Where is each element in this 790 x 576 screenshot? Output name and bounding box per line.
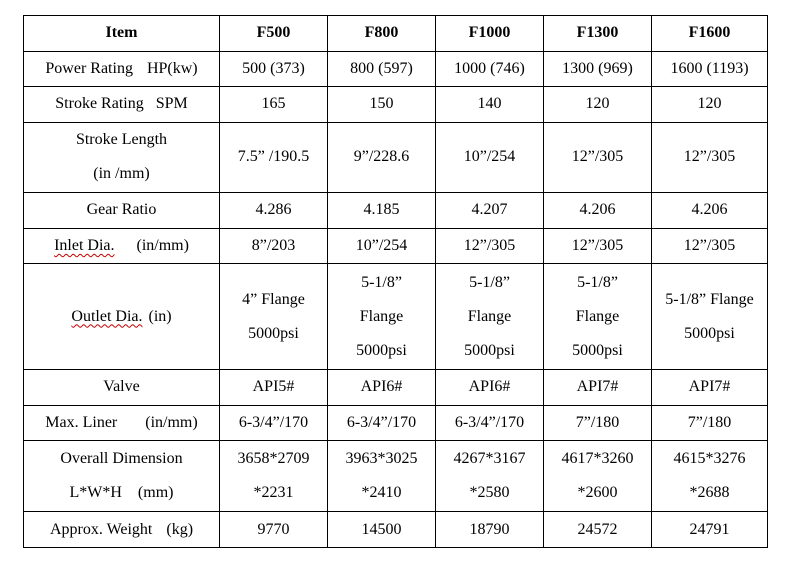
table-cell: 7.5” /190.5 [220,122,328,192]
table-row [24,441,768,512]
row-label: Power Rating HP(kw) [24,51,220,87]
header-model-f1300: F1300 [544,16,652,52]
table-row [24,192,768,228]
table-cell: API7# [544,369,652,405]
table-cell: 5-1/8” Flange 5000psi [328,264,436,370]
table-cell: 10”/254 [436,122,544,192]
table-cell: 6-3/4”/170 [436,405,544,441]
table-cell: 6-3/4”/170 [328,405,436,441]
table-cell: 4615*3276 *2688 [652,441,768,512]
table-cell: 3658*2709 *2231 [220,441,328,512]
table-cell: 800 (597) [328,51,436,87]
header-item: Item [24,16,220,52]
table-cell: 8”/203 [220,228,328,264]
row-label: Approx. Weight (kg) [24,512,220,548]
table-row [24,369,768,405]
row-label: Overall Dimension L*W*H (mm) [24,441,220,512]
table-cell: 4.206 [652,192,768,228]
table-row [24,228,768,264]
table-cell: 4.207 [436,192,544,228]
table-cell: 12”/305 [652,122,768,192]
table-cell: 14500 [328,512,436,548]
row-label: Max. Liner (in/mm) [24,405,220,441]
table-cell: 10”/254 [328,228,436,264]
table-cell: 12”/305 [436,228,544,264]
table-cell: 120 [544,87,652,123]
header-model-f500: F500 [220,16,328,52]
table-cell: 3963*3025 *2410 [328,441,436,512]
header-model-f800: F800 [328,16,436,52]
table-header-row [24,16,768,52]
table-cell: 7”/180 [544,405,652,441]
table-cell: 1000 (746) [436,51,544,87]
table-cell: 24791 [652,512,768,548]
table-cell: API6# [328,369,436,405]
table-cell: 9”/228.6 [328,122,436,192]
table-cell: 1300 (969) [544,51,652,87]
table-cell: 4.286 [220,192,328,228]
table-cell: 9770 [220,512,328,548]
table-cell: 4.206 [544,192,652,228]
header-model-f1000: F1000 [436,16,544,52]
header-model-f1600: F1600 [652,16,768,52]
row-label: Stroke Length (in /mm) [24,122,220,192]
table-cell: 18790 [436,512,544,548]
table-cell: 4617*3260 *2600 [544,441,652,512]
table-cell: 5-1/8” Flange 5000psi [652,264,768,370]
pump-spec-table [23,15,768,548]
table-cell: 4267*3167 *2580 [436,441,544,512]
table-cell: 12”/305 [544,122,652,192]
table-cell: 7”/180 [652,405,768,441]
table-row [24,51,768,87]
table-cell: 5-1/8” Flange 5000psi [436,264,544,370]
row-label: Valve [24,369,220,405]
row-label: Outlet Dia. (in) [24,264,220,370]
table-cell: 150 [328,87,436,123]
table-cell: 4.185 [328,192,436,228]
table-cell: API7# [652,369,768,405]
table-row [24,405,768,441]
table-row [24,87,768,123]
table-cell: 140 [436,87,544,123]
row-label: Gear Ratio [24,192,220,228]
table-cell: 6-3/4”/170 [220,405,328,441]
table-cell: 24572 [544,512,652,548]
table-cell: 500 (373) [220,51,328,87]
table-cell: 12”/305 [652,228,768,264]
table-cell: 5-1/8” Flange 5000psi [544,264,652,370]
row-label: Stroke Rating SPM [24,87,220,123]
table-row [24,122,768,192]
row-label: Inlet Dia. (in/mm) [24,228,220,264]
table-row [24,512,768,548]
table-cell: 4” Flange 5000psi [220,264,328,370]
table-cell: 12”/305 [544,228,652,264]
table-cell: 1600 (1193) [652,51,768,87]
table-cell: 120 [652,87,768,123]
table-cell: API6# [436,369,544,405]
table-cell: 165 [220,87,328,123]
table-row [24,264,768,370]
table-cell: API5# [220,369,328,405]
